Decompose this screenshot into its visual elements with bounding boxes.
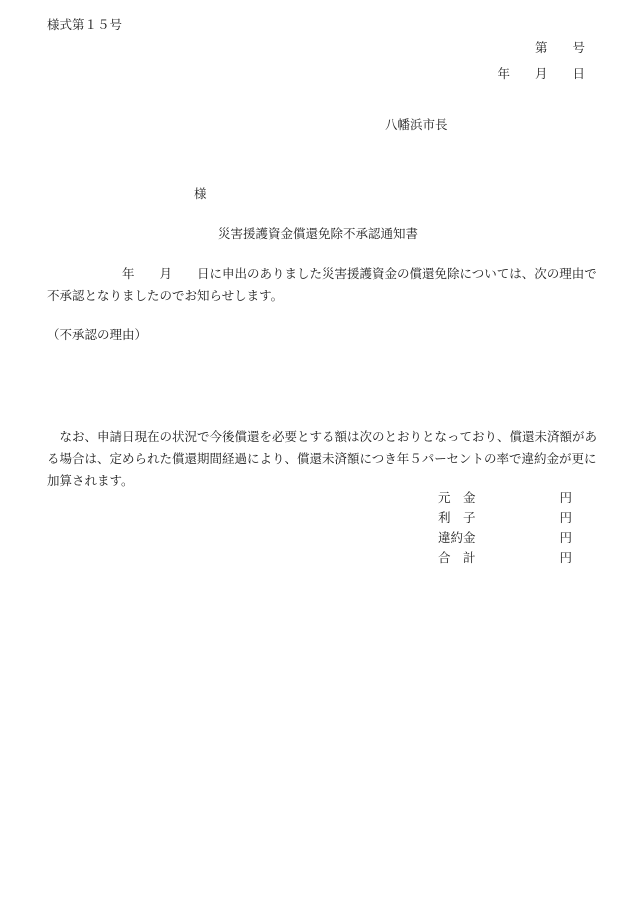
amount-row-principal [438, 490, 572, 506]
amount-unit: 円 [559, 510, 572, 525]
amount-label: 利 子 [438, 510, 476, 525]
amount-unit: 円 [559, 530, 572, 545]
amount-unit: 円 [559, 490, 572, 505]
amount-unit: 円 [559, 550, 572, 565]
amount-label: 合 計 [438, 550, 476, 565]
amount-label: 元 金 [438, 490, 476, 505]
body-paragraph-1: 年 月 日に申出のありました災害援護資金の償還免除については、次の理由で不承認となりましたのでお知らせします。 [47, 266, 597, 303]
document-title: 災害援護資金償還免除不承認通知書 [218, 226, 419, 241]
amount-row-interest [438, 510, 572, 526]
issue-date: 年 月 日 [497, 66, 585, 81]
issuer-name: 八幡浜市長 [385, 117, 448, 132]
recipient-suffix: 様 [194, 186, 207, 201]
body-paragraph-2: なお、申請日現在の状況で今後償還を必要とする額は次のとおりとなっており、償還未済額がある場合は、定められた償還期間経過により、償還未済額につき年５パーセントの率で違約金が更に加算されます。 [47, 429, 598, 488]
amount-label: 違約金 [438, 530, 476, 545]
amount-row-penalty [438, 530, 572, 546]
amount-row-total [438, 550, 572, 566]
form-number: 様式第１５号 [47, 17, 123, 32]
document-number: 第 号 [534, 40, 585, 55]
reason-heading: （不承認の理由） [47, 327, 148, 342]
